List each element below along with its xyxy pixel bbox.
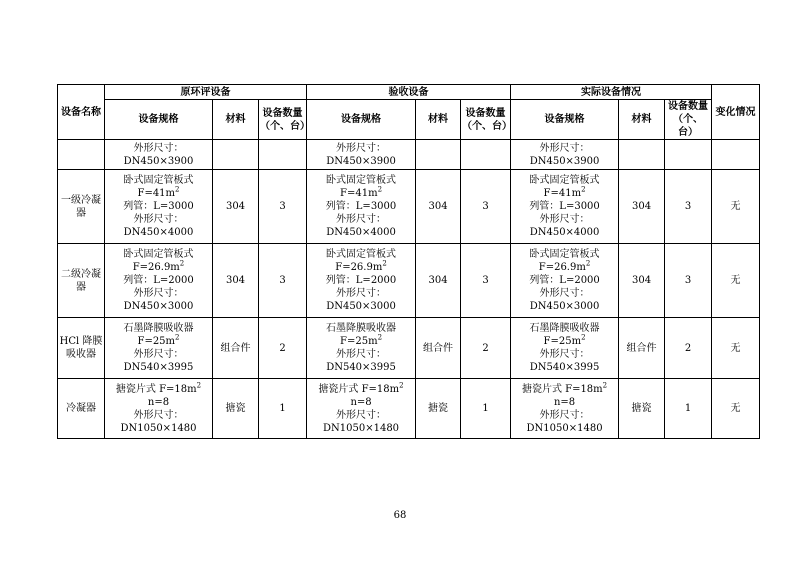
act-quantity: 3	[665, 170, 712, 244]
spec-line: 外形尺寸：	[336, 288, 387, 299]
equipment-name: 冷凝器	[58, 379, 105, 439]
spec-line: 搪瓷片式 $F=18m^2$	[318, 381, 404, 395]
col-act-qty: 设备数量 （个、台）	[665, 100, 712, 140]
equipment-name: 一级冷凝 器	[58, 170, 105, 244]
spec-line: 卧式固定管板式	[529, 249, 600, 260]
spec-line: n=8	[553, 396, 576, 408]
spec-line: n=8	[147, 396, 170, 408]
spec-line: 外形尺寸：	[133, 142, 184, 154]
spec-line: 搪瓷片式 $F=18m^2$	[521, 381, 608, 395]
spec-line: DN450×4000	[123, 227, 194, 238]
orig-spec	[105, 170, 213, 244]
spec-line: $F=41m^2$	[340, 185, 383, 199]
acc-material: 搪瓷	[416, 379, 461, 439]
orig-spec	[105, 140, 213, 170]
spec-line: 外形尺寸：	[336, 409, 387, 421]
act-spec	[511, 244, 619, 318]
spec-line: $F=25m^2$	[340, 333, 383, 347]
spec-line: 列管：L=3000	[123, 201, 194, 212]
acc-spec	[307, 170, 416, 244]
spec-line: 列管：L=2000	[123, 275, 194, 286]
spec-line: 石墨降膜吸收器	[123, 323, 194, 334]
orig-material	[213, 140, 259, 170]
spec-line: 石墨降膜吸收器	[529, 323, 600, 334]
spec-line: 石墨降膜吸收器	[326, 323, 397, 334]
spec-line: 外形尺寸：	[336, 349, 387, 360]
group-acceptance: 验收设备	[307, 85, 511, 100]
spec-line: 列管：L=3000	[325, 201, 397, 212]
acc-spec	[307, 140, 416, 170]
spec-line: DN450×3900	[123, 155, 194, 167]
orig-quantity: 3	[259, 244, 307, 318]
act-material: 组合件	[619, 318, 665, 379]
spec-line: DN450×3900	[326, 155, 396, 167]
equipment-name: HCl 降膜 吸收器	[58, 318, 105, 379]
orig-quantity: 2	[259, 318, 307, 379]
spec-line: 卧式固定管板式	[326, 175, 397, 186]
acc-quantity: 1	[461, 379, 511, 439]
spec-line: 外形尺寸：	[539, 288, 590, 299]
col-change: 变化情况	[712, 85, 760, 140]
table-row	[58, 379, 760, 439]
acc-spec	[307, 244, 416, 318]
spec-line: $F=26.9m^2$	[335, 259, 387, 273]
acc-spec	[307, 318, 416, 379]
equipment-comparison-table	[57, 84, 760, 439]
orig-material: 组合件	[213, 318, 259, 379]
col-equipment-name: 设备名称	[58, 85, 105, 140]
orig-spec	[105, 379, 213, 439]
act-spec	[511, 170, 619, 244]
spec-line: $F=41m^2$	[137, 185, 180, 199]
spec-line: $F=26.9m^2$	[538, 259, 591, 273]
spec-line: 外形尺寸：	[133, 409, 184, 421]
act-material: 304	[619, 170, 665, 244]
spec-line: $F=25m^2$	[137, 333, 180, 347]
spec-line: 外形尺寸：	[133, 349, 184, 360]
spec-line: 外形尺寸：	[133, 214, 184, 225]
orig-quantity	[259, 140, 307, 170]
col-act-spec: 设备规格	[511, 100, 619, 140]
table-body	[58, 140, 760, 439]
col-act-material: 材料	[619, 100, 665, 140]
spec-line: 外形尺寸：	[539, 349, 590, 360]
act-spec	[511, 140, 619, 170]
spec-line: DN450×4000	[326, 227, 396, 238]
acc-material: 304	[416, 244, 461, 318]
spec-line: DN1050×1480	[120, 422, 197, 434]
spec-line: 外形尺寸：	[336, 214, 387, 225]
spec-line: n=8	[350, 396, 372, 408]
change-status: 无	[712, 244, 760, 318]
orig-quantity: 3	[259, 170, 307, 244]
header-sub-row	[58, 100, 760, 140]
spec-line: DN450×3900	[529, 155, 600, 167]
acc-quantity: 3	[461, 244, 511, 318]
spec-line: DN450×4000	[529, 227, 600, 238]
act-material: 搪瓷	[619, 379, 665, 439]
spec-line: 搪瓷片式 $F=18m^2$	[115, 381, 202, 395]
spec-line: DN450×3000	[529, 301, 600, 312]
act-spec	[511, 379, 619, 439]
spec-line: 外形尺寸：	[539, 142, 590, 154]
change-status	[712, 140, 760, 170]
change-status: 无	[712, 170, 760, 244]
col-orig-material: 材料	[213, 100, 259, 140]
spec-line: 卧式固定管板式	[123, 249, 194, 260]
col-acc-material: 材料	[416, 100, 461, 140]
spec-line: $F=26.9m^2$	[132, 259, 185, 273]
act-quantity: 2	[665, 318, 712, 379]
col-acc-qty: 设备数量 （个、台）	[461, 100, 511, 140]
col-orig-spec: 设备规格	[105, 100, 213, 140]
act-quantity: 1	[665, 379, 712, 439]
orig-spec	[105, 318, 213, 379]
acc-material: 304	[416, 170, 461, 244]
header-group-row	[58, 85, 760, 100]
spec-line: 列管：L=3000	[529, 201, 600, 212]
spec-line: 外形尺寸：	[539, 409, 590, 421]
spec-line: DN450×3000	[123, 301, 194, 312]
orig-material: 搪瓷	[213, 379, 259, 439]
acc-material: 组合件	[416, 318, 461, 379]
spec-line: DN540×3995	[123, 362, 194, 373]
act-material: 304	[619, 244, 665, 318]
spec-line: DN540×3995	[529, 362, 600, 373]
group-actual: 实际设备情况	[511, 85, 712, 100]
page-number: 68	[393, 510, 407, 521]
acc-quantity: 3	[461, 170, 511, 244]
acc-quantity	[461, 140, 511, 170]
act-spec	[511, 318, 619, 379]
spec-line: 卧式固定管板式	[326, 249, 397, 260]
table-row	[58, 318, 760, 379]
acc-spec	[307, 379, 416, 439]
spec-line: DN1050×1480	[526, 422, 603, 434]
acc-material	[416, 140, 461, 170]
spec-line: 卧式固定管板式	[529, 175, 600, 186]
act-material	[619, 140, 665, 170]
orig-quantity: 1	[259, 379, 307, 439]
spec-line: 列管：L=2000	[325, 275, 397, 286]
col-orig-qty: 设备数量 （个、台）	[259, 100, 307, 140]
equipment-name: 二级冷凝 器	[58, 244, 105, 318]
group-original-eia: 原环评设备	[105, 85, 307, 100]
spec-line: 外形尺寸：	[133, 288, 184, 299]
table-row	[58, 244, 760, 318]
table-row	[58, 170, 760, 244]
spec-line: $F=25m^2$	[543, 333, 586, 347]
spec-line: 列管：L=2000	[529, 275, 600, 286]
act-quantity	[665, 140, 712, 170]
spec-line: 外形尺寸：	[336, 142, 387, 154]
col-acc-spec: 设备规格	[307, 100, 416, 140]
spec-line: DN540×3995	[326, 362, 396, 373]
table-row	[58, 140, 760, 170]
orig-spec	[105, 244, 213, 318]
spec-line: 卧式固定管板式	[123, 175, 194, 186]
spec-line: $F=41m^2$	[543, 185, 586, 199]
act-quantity: 3	[665, 244, 712, 318]
change-status: 无	[712, 318, 760, 379]
change-status: 无	[712, 379, 760, 439]
equipment-name	[58, 140, 105, 170]
spec-line: DN450×3000	[326, 301, 396, 312]
spec-line: 外形尺寸：	[539, 214, 590, 225]
spec-line: DN1050×1480	[323, 422, 400, 434]
orig-material: 304	[213, 244, 259, 318]
orig-material: 304	[213, 170, 259, 244]
acc-quantity: 2	[461, 318, 511, 379]
